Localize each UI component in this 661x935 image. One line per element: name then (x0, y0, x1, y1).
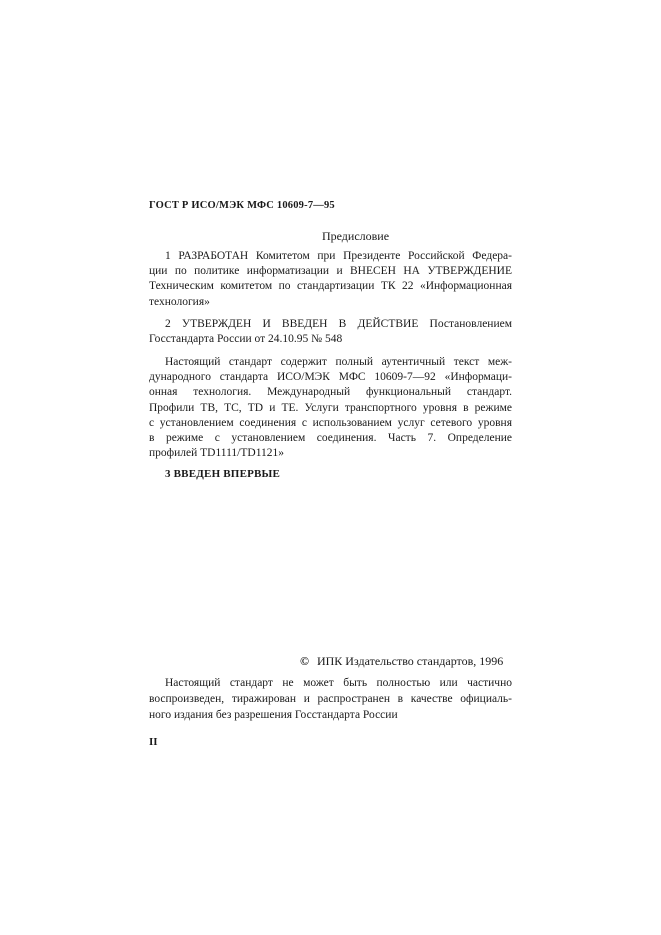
page-title: Предисловие (321, 229, 390, 243)
notice-line: воспроизведен, тиражирован и распространен в качестве официаль- (149, 693, 512, 705)
section-2-standard-text (149, 355, 512, 461)
notice-line: Настоящий стандарт не может быть полностью или частично (165, 677, 512, 689)
copyright-line (300, 654, 503, 669)
section-2-line: Госстандарта России от 24.10.95 № 548 (149, 333, 343, 346)
section-1-line: ции по политике информатизации и ВНЕСЕН НА УТВЕРЖДЕНИЕ (149, 265, 512, 278)
standard-text-line: Настоящий стандарт содержит полный аутентичный текст меж- (165, 356, 512, 368)
notice-line: ного издания без разрешения Госстандарта России (149, 709, 398, 721)
copyright-symbol: © (300, 654, 309, 668)
section-1-line: 1 РАЗРАБОТАН Комитетом при Президенте Российской Федера- (165, 250, 512, 262)
page-number: II (149, 736, 158, 748)
section-2-approved (149, 317, 512, 347)
standard-text-line: Профили ТВ, ТС, TD и ТЕ. Услуги транспортного уровня в режиме (149, 401, 512, 414)
standard-text-line: с установлением соединения с использованием услуг сетевого уровня (149, 416, 512, 429)
section-1-line: технология» (149, 295, 210, 308)
section-2-line: 2 УТВЕРЖДЕН И ВВЕДЕН В ДЕЙСТВИЕ Постановлением (165, 318, 512, 330)
section-1-developed (149, 249, 512, 310)
section-1-line: Техническим комитетом по стандартизации ТК 22 «Информационная (149, 280, 512, 293)
standard-text-line: дународного стандарта ИСО/МЭК МФС 10609-7—92 «Информаци- (149, 371, 512, 384)
standard-text-line: профилей TD1111/TD1121» (149, 447, 285, 460)
section-3-first-introduced: 3 ВВЕДЕН ВПЕРВЫЕ (165, 468, 281, 480)
standard-code-header: ГОСТ Р ИСО/МЭК МФС 10609-7—95 (149, 200, 335, 211)
copyright-text: ИПК Издательство стандартов, 1996 (316, 654, 504, 668)
reproduction-notice (149, 675, 512, 723)
standard-text-line: онная технология. Международный функциональный стандарт. (149, 386, 512, 399)
standard-text-line: в режиме с установлением соединения. Часть 7. Определение (149, 432, 512, 445)
